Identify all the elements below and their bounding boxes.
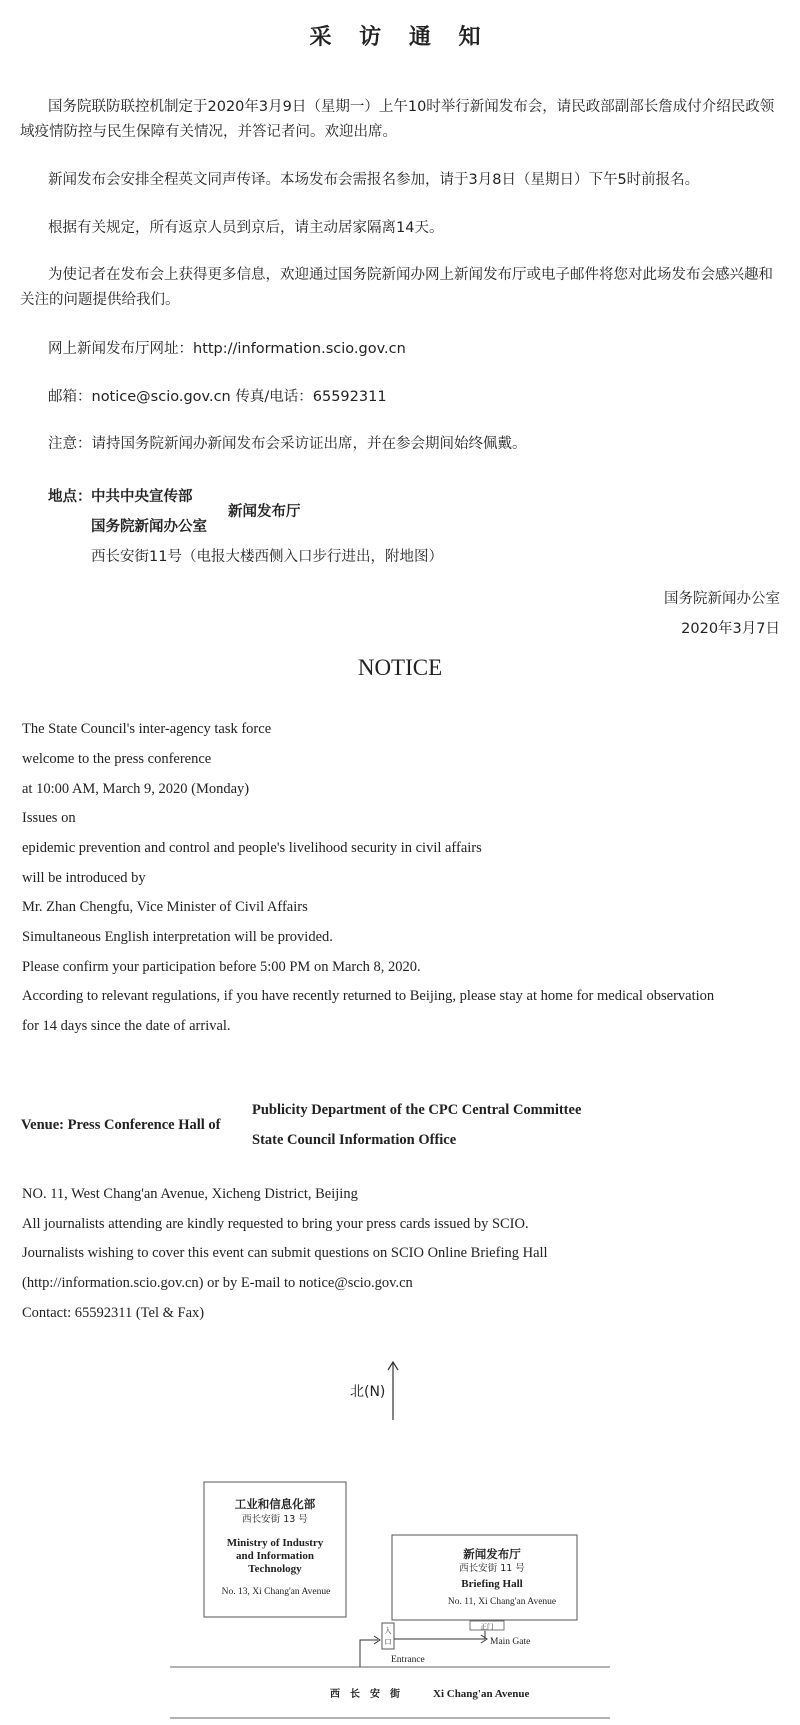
entrance-label-cn-1: 入 (384, 1627, 392, 1635)
hall-address-cn: 西长安街 11 号 (459, 1563, 525, 1574)
cn-paragraph-questions: 为使记者在发布会上获得更多信息，欢迎通过国务院新闻办网上新闻发布厅或电子邮件将您对此场发布会感兴趣和关注的问题提供给我们。 (20, 267, 773, 308)
en-questions-note: Journalists wishing to cover this event can submit questions on SCIO Online Briefing Hall (22, 1245, 548, 1261)
cn-venue-label: 地点： (48, 489, 92, 505)
ministry-name-en-3: Technology (248, 1563, 302, 1575)
en-line: epidemic prevention and control and people's livelihood security in civil affairs (22, 840, 482, 856)
en-line: Issues on (22, 810, 76, 826)
cn-issuer: 国务院新闻办公室 (664, 591, 780, 607)
cn-contact: 邮箱：notice@scio.gov.cn 传真/电话：65592311 (48, 389, 387, 405)
ministry-name-cn: 工业和信息化部 (234, 1497, 316, 1511)
cn-note: 注意：请持国务院新闻办新闻发布会采访证出席，并在参会期间始终佩戴。 (48, 436, 527, 452)
cn-online-hall-url: 网上新闻发布厅网址：http://information.scio.gov.cn (48, 341, 406, 357)
hall-name-en: Briefing Hall (461, 1578, 523, 1590)
en-press-card-note: All journalists attending are kindly requested to bring your press cards issued by SCIO. (22, 1216, 529, 1232)
en-title: NOTICE (357, 655, 443, 680)
en-line: The State Council's inter-agency task force (22, 721, 272, 737)
entrance-label-cn-2: 口 (384, 1638, 392, 1646)
location-map (0, 1340, 800, 1725)
en-venue-org2: State Council Information Office (252, 1132, 457, 1148)
walking-route (360, 1640, 378, 1667)
hall-address-en: No. 11, Xi Chang'an Avenue (447, 1597, 557, 1607)
entrance-label-en: Entrance (391, 1655, 425, 1665)
en-contact: Contact: 65592311 (Tel & Fax) (22, 1305, 205, 1321)
en-questions-contact: (http://information.scio.gov.cn) or by E-mail to notice@scio.gov.cn (22, 1275, 413, 1291)
cn-venue-address: 西长安街11号（电报大楼西侧入口步行进出，附地图） (91, 549, 443, 565)
cn-venue-org2: 国务院新闻办公室 (91, 519, 207, 535)
en-line: According to relevant regulations, if you have recently returned to Beijing, please stay at home for medical observation (22, 988, 715, 1004)
en-venue-org1: Publicity Department of the CPC Central Committee (252, 1102, 582, 1118)
ministry-name-en-1: Ministry of Industry (226, 1537, 324, 1549)
en-line: at 10:00 AM, March 9, 2020 (Monday) (22, 781, 250, 797)
main-gate-label-cn: 正门 (480, 1622, 494, 1631)
street-name-en: Xi Chang'an Avenue (433, 1688, 530, 1700)
en-line: for 14 days since the date of arrival. (22, 1018, 231, 1034)
north-label: 北(N) (350, 1384, 386, 1400)
ministry-address-en: No. 13, Xi Chang'an Avenue (221, 1587, 331, 1597)
ministry-address-cn: 西长安街 13 号 (242, 1514, 308, 1525)
en-address: NO. 11, West Chang'an Avenue, Xicheng District, Beijing (22, 1186, 358, 1202)
cn-paragraph-interpretation: 新闻发布会安排全程英文同声传译。本场发布会需报名参加，请于3月8日（星期日）下午5时前报名。 (48, 172, 700, 188)
cn-date: 2020年3月7日 (681, 621, 780, 637)
en-line: Please confirm your participation before 5:00 PM on March 8, 2020. (22, 959, 421, 975)
main-gate-label-en: Main Gate (490, 1637, 531, 1647)
en-line: Simultaneous English interpretation will be provided. (22, 929, 333, 945)
en-line: will be introduced by (22, 870, 146, 886)
en-line: welcome to the press conference (22, 751, 212, 767)
cn-venue-hall: 新闻发布厅 (228, 504, 301, 520)
cn-venue-org1: 中共中央宣传部 (91, 489, 193, 505)
cn-title: 采 访 通 知 (309, 25, 491, 50)
cn-paragraph-quarantine: 根据有关规定，所有返京人员到京后，请主动居家隔离14天。 (48, 220, 444, 236)
en-venue-label: Venue: Press Conference Hall of (21, 1117, 221, 1133)
en-line: Mr. Zhan Chengfu, Vice Minister of Civil Affairs (22, 899, 308, 915)
ministry-name-en-2: and Information (236, 1550, 314, 1562)
cn-paragraph-announcement: 国务院联防联控机制定于2020年3月9日（星期一）上午10时举行新闻发布会，请民政部副部长詹成付介绍民政领域疫情防控与民生保障有关情况，并答记者问。欢迎出席。 (20, 99, 775, 140)
street-name-cn: 西 长 安 街 (330, 1689, 400, 1700)
hall-name-cn: 新闻发布厅 (463, 1547, 521, 1561)
